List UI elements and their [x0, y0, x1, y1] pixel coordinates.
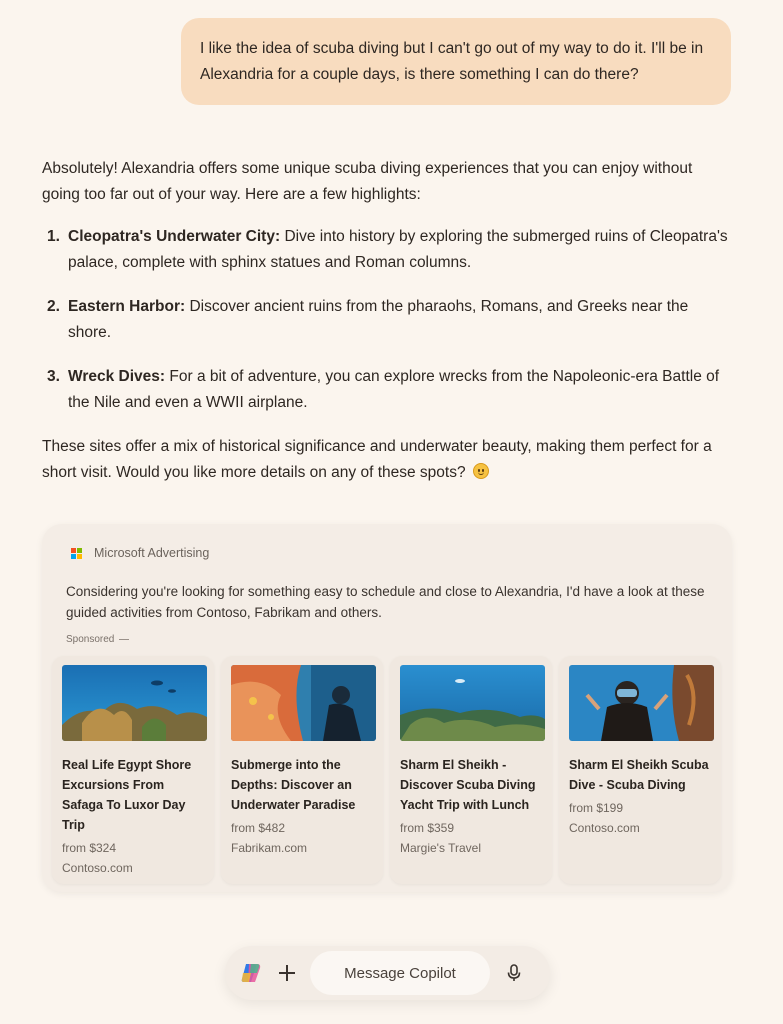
ad-brand-label: Microsoft Advertising: [94, 546, 210, 560]
ad-header: [71, 546, 209, 560]
user-message-bubble: [181, 18, 731, 105]
ad-tile[interactable]: [559, 656, 721, 884]
diver-photo: [569, 665, 714, 741]
list-number: 2.: [47, 298, 60, 315]
list-item-title: Cleopatra's Underwater City:: [68, 228, 281, 245]
list-item-text: Discover ancient ruins from the pharaohs, Romans, and Greeks near the shore.: [68, 298, 689, 341]
copilot-icon[interactable]: [239, 961, 263, 985]
ad-tile[interactable]: [221, 656, 383, 884]
assistant-response: [42, 156, 732, 502]
list-item: [42, 364, 732, 416]
ad-tile[interactable]: [390, 656, 552, 884]
list-item-title: Eastern Harbor:: [68, 298, 186, 315]
ad-tile[interactable]: [52, 656, 214, 884]
microphone-icon[interactable]: [504, 963, 524, 983]
message-input[interactable]: [310, 951, 490, 995]
list-item: [42, 224, 732, 276]
sponsored-label: [66, 634, 129, 645]
user-message-text: I like the idea of scuba diving but I can't go out of my way to do it. I'll be in Alexandria for a couple days, is there something I can do there?: [200, 40, 704, 83]
ad-tile-source: Margie's Travel: [400, 841, 481, 855]
ad-tile-title: Submerge into the Depths: Discover an Underwater Paradise: [231, 758, 356, 812]
ad-tile-price: from $199: [569, 801, 624, 815]
assistant-intro: Absolutely! Alexandria offers some unique scuba diving experiences that you can enjoy without going too far out of your way. Here are a few highlights:: [42, 160, 693, 203]
ad-tile-title: Sharm El Sheikh Scuba Dive - Scuba Diving: [569, 758, 709, 792]
plus-icon[interactable]: [278, 964, 296, 982]
ad-tile-title: Sharm El Sheikh - Discover Scuba Diving Yacht Trip with Lunch: [400, 758, 536, 812]
ad-tile-source: Contoso.com: [569, 821, 640, 835]
sponsored-ad-card: [42, 524, 732, 892]
list-number: 3.: [47, 368, 60, 385]
ad-tile-price: from $359: [400, 821, 455, 835]
microsoft-logo-icon: [71, 548, 82, 559]
sponsored-text: Sponsored: [66, 634, 115, 645]
reef-photo: [62, 665, 207, 741]
highlights-list: [42, 224, 732, 416]
list-number: 1.: [47, 228, 60, 245]
diver-coral-photo: [231, 665, 376, 741]
list-item-title: Wreck Dives:: [68, 368, 166, 385]
list-item-text: Dive into history by exploring the submerged ruins of Cleopatra's palace, complete with sphinx statues and Roman columns.: [68, 228, 728, 271]
ad-tile-source: Contoso.com: [62, 861, 133, 875]
list-item-text: For a bit of adventure, you can explore wrecks from the Napoleonic-era Battle of the Nile and even a WWII airplane.: [68, 368, 720, 411]
seabed-photo: [400, 665, 545, 741]
ad-tile-title: Real Life Egypt Shore Excursions From Safaga To Luxor Day Trip: [62, 758, 192, 832]
smiling-face-emoji-icon: [473, 463, 489, 479]
ad-tiles: [52, 656, 721, 884]
ad-intro-text: Considering you're looking for something easy to schedule and close to Alexandria, I'd have a look at these guided activities from Contoso, Fabrikam and others.: [66, 584, 705, 620]
message-composer: [225, 946, 550, 1000]
ad-tile-price: from $324: [62, 841, 117, 855]
assistant-outro: [42, 434, 732, 486]
assistant-outro-text: These sites offer a mix of historical significance and underwater beauty, making them perfect for a short visit. Would you like more details on any of these spots?: [42, 438, 712, 481]
ad-tile-price: from $482: [231, 821, 286, 835]
list-item: [42, 294, 732, 346]
ad-tile-source: Fabrikam.com: [231, 841, 308, 855]
